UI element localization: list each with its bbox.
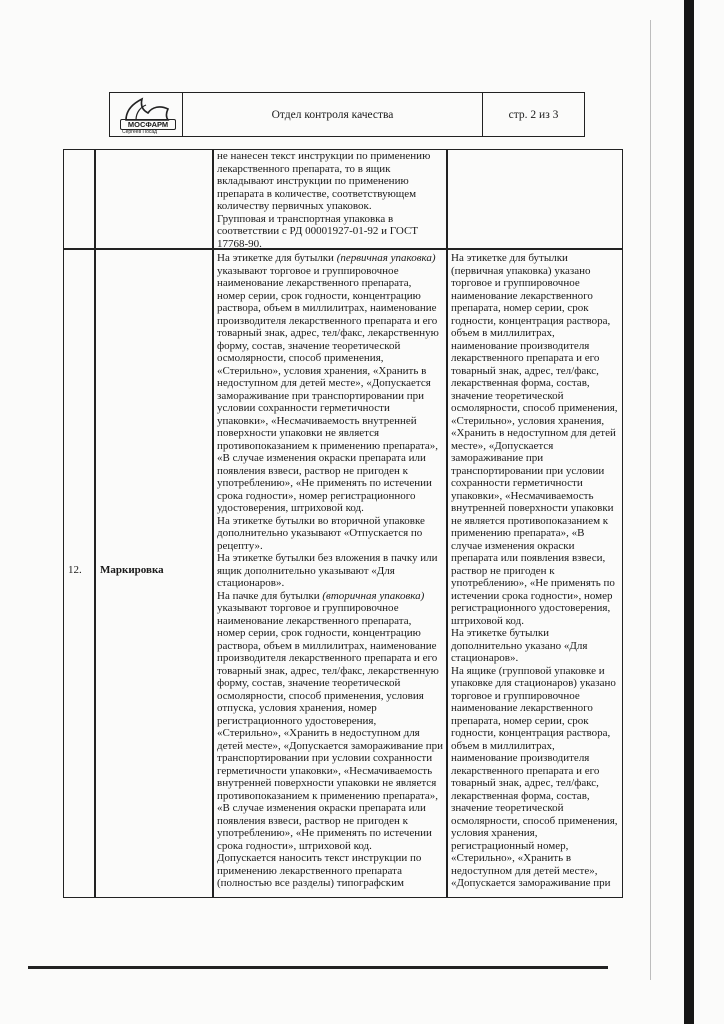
text-line: соответствии с РД 00001927-01-92 и ГОСТ [217,225,419,237]
text-line: рецепту». [217,539,263,552]
text-line: раствор не пригоден к [451,564,555,577]
text-line: срока годности», номер регистрационного [217,489,416,502]
text-line: (первичная упаковка) указано [451,264,591,277]
text-line: осмолярности, способ применения, [451,814,618,827]
text-line: наименование производителя [451,339,590,352]
text-line: употреблению», «Не применять по истечении [217,477,432,489]
text-line: применению лекарственного препарата [217,864,402,877]
dome-logo-icon [120,97,174,121]
text-line: указывают торговое и группировочное [217,264,399,277]
text-line: лекарственного препарата, то в ящик [217,162,391,175]
text-line: «Стерильно», условия хранения, [451,414,605,427]
text-line: производителя лекарственного препарата и его [217,314,438,327]
row-main-requirements [217,252,443,890]
text-line: значение теоретической [451,389,564,402]
text-line: препарата или появления взвеси, [451,552,606,564]
text-line: применению препарата», «В [451,527,585,539]
text-line: товарный знак, адрес, тел/факс, лекарственную [217,327,439,339]
logo-name: МОСФАРМ [120,119,176,130]
text-line: замораживание при [451,452,544,464]
text-line: герметичности упаковки», «Несмачиваемость [217,764,433,777]
row-top-requirements [217,150,443,250]
text-line: 17768-90. [217,237,262,250]
text-line: лекарственная форма, состав, [451,377,590,389]
row-number: 12. [68,564,82,576]
text-line: ящик дополнительно указывают «Для [217,564,395,577]
text-line: штриховой код. [451,614,524,627]
text-line: Допускается наносить текст инструкции по [217,852,422,864]
text-line: «В случае изменения окраски препарата или [217,452,426,464]
text-line: условия хранения, [451,827,538,839]
text-line: наименование лекарственного [451,702,593,714]
text-line: дополнительно указано «Для [451,639,588,652]
text-line: годности, концентрация раствора, [451,727,611,739]
text-line: лекарственного препарата и его [451,764,600,777]
text-line: «Хранить в недоступном для детей [451,427,616,439]
text-line: условии сохранности герметичности [217,402,390,414]
text-line: стационаров». [217,577,285,589]
text-line: препарата, номер серии, срок [451,714,589,727]
text-line: На этикетке бутылки [451,627,550,639]
column-divider [94,150,96,897]
text-line: удостоверения, штриховой код. [217,502,364,514]
text-line: препарата в количестве, соответствующем [217,187,417,200]
text-line: транспортировании при условии [451,464,605,477]
text-line: указывают торговое и группировочное [217,602,399,614]
text-line: товарный знак, адрес, тел/факс, лекарственную [217,664,439,677]
text-line: наименование производителя [451,752,590,764]
text-line: детей месте», «Допускается замораживание при [217,739,444,752]
text-line: не нанесен текст инструкции по применению [217,150,431,162]
text-line: внутренней поверхности упаковки не является [217,777,437,789]
text-line: сохранности герметичности [451,477,583,489]
text-line: транспортировании при условии сохранности [217,752,433,764]
text-line: упаковке для стационаров) указано [451,677,616,689]
logo-subtitle: Сергеев Посад [122,129,158,135]
text-line: лекарственная форма, состав, [451,789,590,802]
text-line: «Стерильно», условия хранения, «Хранить в [217,364,427,377]
text-line: упаковки», «Несмачиваемость [451,489,594,502]
text-line: поверхности упаковки не является [217,427,380,439]
text-line: На этикетке для бутылки [451,252,568,264]
text-line: Групповая и транспортная упаковка в [217,212,394,225]
text-line: количеству первичных упаковок. [217,200,372,212]
text-line: отпуска, условия хранения, номер [217,702,377,714]
scan-margin-line [650,20,651,980]
text-line: замораживание при транспортировании при [217,389,425,402]
column-divider [212,150,214,897]
text-line: стационаров». [451,652,519,664]
text-line: срока годности», штриховой код. [217,839,372,852]
text-line: лекарственного препарата и его [451,352,600,364]
text-line: На этикетке бутылки во вторичной упаковке [217,514,425,527]
text-line: недоступном для детей месте», [451,864,598,877]
text-line: На пачке для бутылки (вторичная упаковка) [217,589,425,602]
text-line: вкладывают инструкции по применению [217,175,409,187]
text-line: форму, состав, значение теоретической [217,339,401,352]
company-logo [110,93,183,136]
text-line: случае изменения окраски [451,539,575,552]
text-line: осмолярности, способ применения, [217,352,384,364]
text-line: употреблению», «Не применять по истечении [217,827,432,839]
text-line: упаковки», «Несмачиваемость внутренней [217,414,417,427]
text-line: раствора, объем в миллилитрах, наименование [217,639,437,652]
department-title: Отдел контроля качества [183,93,483,136]
text-line: номер серии, срок годности, концентрацию [217,289,421,302]
text-line: товарный знак, адрес, тел/факс, [451,364,599,377]
text-line: На ящике (групповой упаковке и [451,664,605,677]
text-line: (полностью все разделы) типографским [217,877,404,889]
text-line: употреблению», «Не применять по [451,577,615,589]
text-line: осмолярности, способ применения, [451,402,618,414]
text-line: наименование лекарственного препарата, [217,277,412,289]
text-line: истечении срока годности», номер [451,589,613,602]
text-line: дополнительно указывают «Отпускается по [217,527,423,539]
text-line: «Допускается замораживание при [451,877,611,889]
scan-edge-shadow [684,0,694,1024]
text-line: регистрационного удостоверения, [451,602,611,614]
text-line: внутренней поверхности упаковки [451,502,614,514]
specification-table [63,149,623,898]
text-line: наименование лекарственного препарата, [217,614,412,627]
text-line: объем в миллилитрах, [451,327,555,339]
text-line: не является противопоказанием к [451,514,609,527]
text-line: значение теоретической [451,802,564,814]
text-line: наименование лекарственного [451,289,593,302]
text-line: производителя лекарственного препарата и его [217,652,438,664]
document-header [109,92,585,137]
column-divider [446,150,448,897]
text-line: регистрационный номер, [451,839,569,852]
text-line: появления взвеси, раствор не пригоден к [217,464,408,477]
text-line: торговое и группировочное [451,277,580,289]
text-line: На этикетке для бутылки (первичная упаковка) [217,252,436,264]
text-line: осмолярности, способ применения, условия [217,689,424,702]
text-line: торговое и группировочное [451,689,580,702]
text-line: годности, концентрация раствора, [451,314,611,327]
text-line: раствора, объем в миллилитрах, наименование [217,302,437,314]
text-line: появления взвеси, раствор не пригоден к [217,814,408,827]
text-line: противопоказанием к применению препарата», [217,439,439,452]
text-line: объем в миллилитрах, [451,739,555,752]
text-line: противопоказанием к применению препарата», [217,789,439,802]
text-line: номер серии, срок годности, концентрацию [217,627,421,639]
text-line: «В случае изменения окраски препарата или [217,802,426,814]
text-line: товарный знак, адрес, тел/факс, [451,777,599,789]
text-line: регистрационного удостоверения, [217,714,377,727]
text-line: «Стерильно», «Хранить в недоступном для [217,727,420,739]
text-line: «Стерильно», «Хранить в [451,852,572,864]
text-line: На этикетке бутылки без вложения в пачку или [217,552,438,564]
text-line: форму, состав, значение теоретической [217,677,401,689]
row-parameter-name: Маркировка [100,564,164,576]
row-main-results [451,252,619,890]
text-line: месте», «Допускается [451,439,554,452]
page-number: стр. 2 из 3 [508,108,559,121]
bottom-rule [28,966,608,969]
text-line: препарата, номер серии, срок [451,302,589,314]
text-line: недоступном для детей месте», «Допускается [217,377,431,389]
